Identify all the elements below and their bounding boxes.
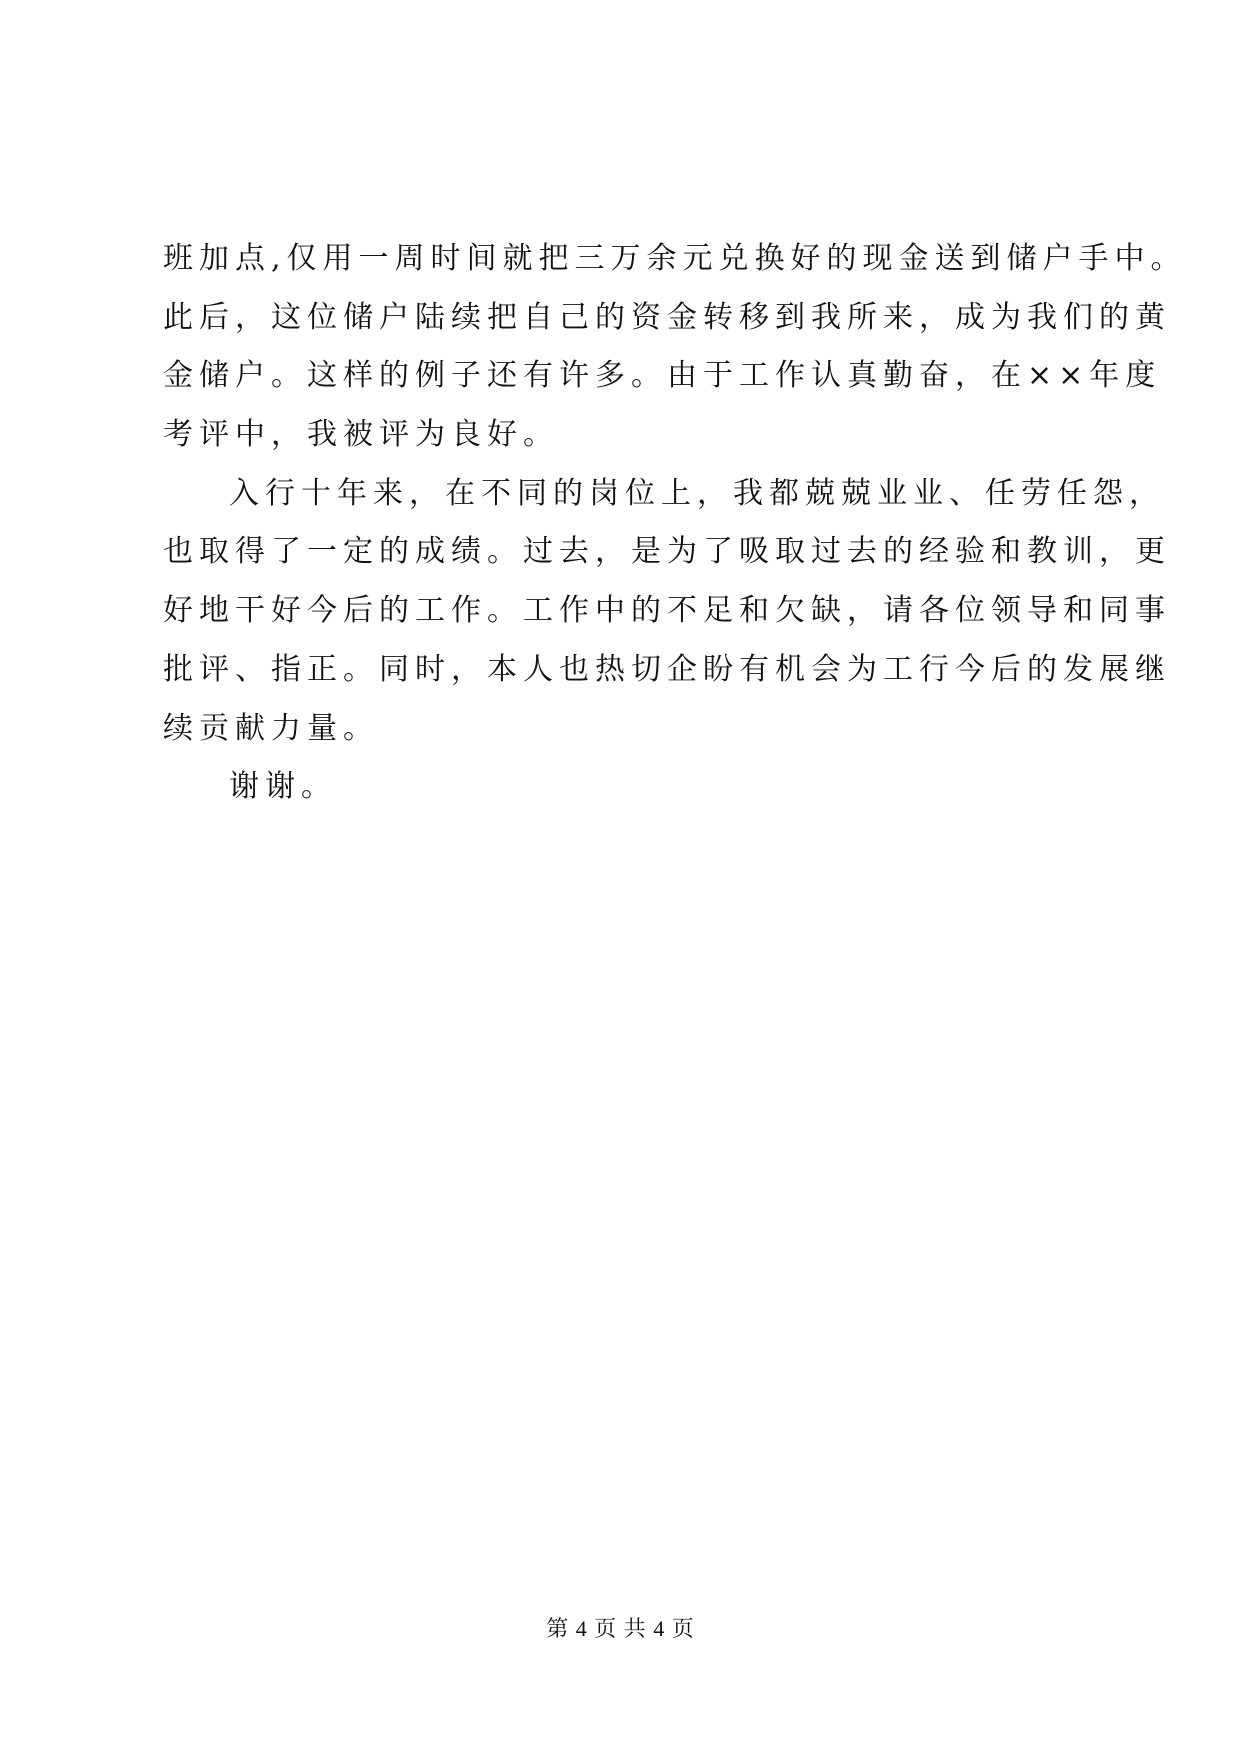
paragraph-first-line: 入行十年来，在不同的岗位上，我都兢兢业业、任劳任怨， (229, 475, 1165, 511)
text-line: 此后，这位储户陆续把自己的资金转移到我所来，成为我们的黄 (163, 299, 1171, 335)
document-body (163, 230, 1187, 817)
text-line: 金储户。这样的例子还有许多。由于工作认真勤奋，在××年度 (163, 358, 1162, 394)
text-line: 也取得了一定的成绩。过去，是为了吸取过去的经验和教训，更 (163, 534, 1171, 570)
closing-line: 谢谢。 (229, 769, 337, 805)
text-line: 续贡献力量。 (163, 710, 379, 746)
text-line: 班加点,仅用一周时间就把三万余元兑换好的现金送到储户手中。 (163, 241, 1187, 276)
text-line: 批评、指正。同时，本人也热切企盼有机会为工行今后的发展继 (163, 651, 1171, 687)
text-line: 考评中，我被评为良好。 (163, 417, 559, 453)
page-number-footer: 第 4 页 共 4 页 (546, 1616, 695, 1641)
text-line: 好地干好今后的工作。工作中的不足和欠缺，请各位领导和同事 (163, 593, 1171, 629)
